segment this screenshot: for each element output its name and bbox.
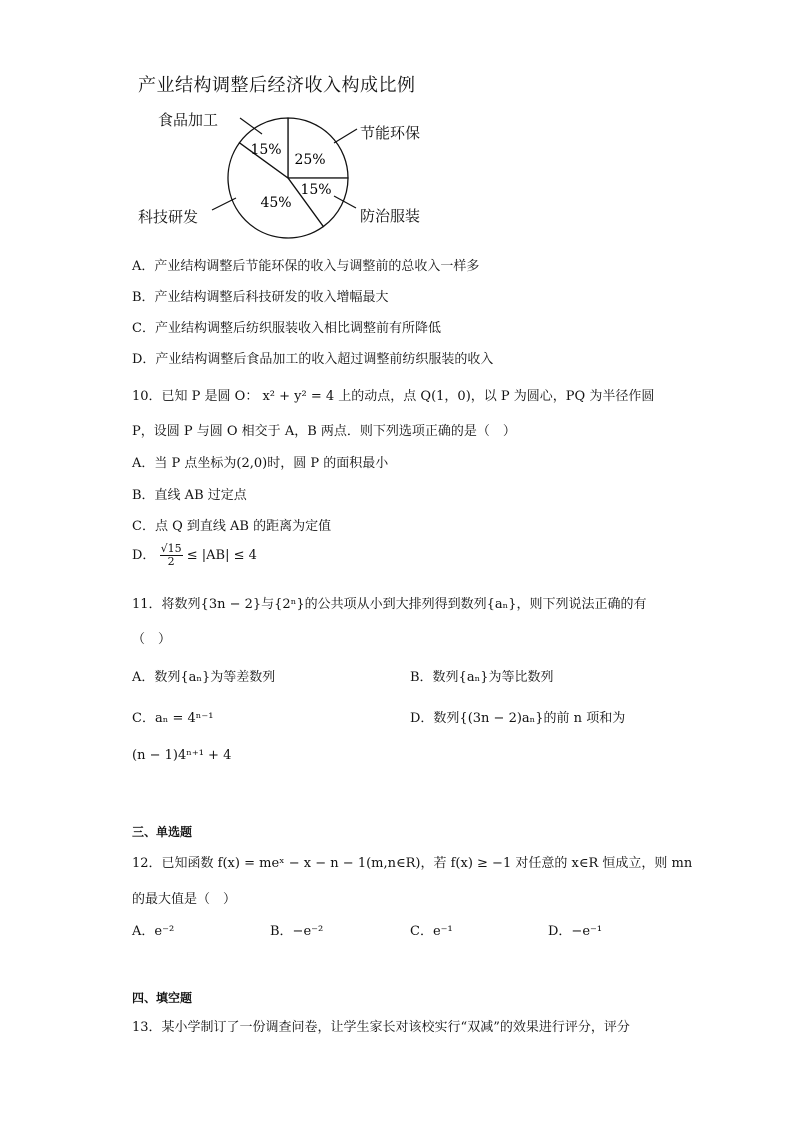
q9-option-d: D．产业结构调整后食品加工的收入超过调整前纺织服装的收入	[132, 352, 494, 367]
q11-option-a: A．数列{aₙ}为等差数列	[132, 670, 276, 685]
legend-food: 食品加工	[158, 111, 219, 129]
slice-env	[288, 118, 348, 178]
q11-option-d-cont: (n − 1)4ⁿ⁺¹ + 4	[132, 748, 232, 763]
q10-line1: 10．已知 P 是圆 O： x² + y² = 4 上的动点，点 Q(1，0)，以 P 为圆心，PQ 为半径作圆	[132, 389, 655, 404]
q11-option-c: C．aₙ = 4ⁿ⁻¹	[132, 711, 214, 726]
label-env-pct: 25%	[294, 152, 326, 168]
q12-option-c: C．e⁻¹	[410, 924, 453, 939]
legend-cloth: 防治服装	[360, 207, 421, 225]
q10-option-a: A．当 P 点坐标为(2,0)时，圆 P 的面积最小	[132, 456, 389, 471]
q10-line2: P，设圆 P 与圆 O 相交于 A，B 两点．则下列选项正确的是（ ）	[132, 424, 516, 439]
fraction-numerator: √15	[160, 542, 182, 555]
q9-option-c: C．产业结构调整后纺织服装收入相比调整前有所降低	[132, 321, 441, 336]
leader-env	[334, 129, 357, 143]
q12-option-a: A．e⁻²	[132, 924, 175, 939]
q10-option-b: B．直线 AB 过定点	[132, 488, 247, 503]
q11-line1: 11．将数列{3n − 2}与{2ⁿ}的公共项从小到大排列得到数列{aₙ}，则下列说法正确的有	[132, 597, 647, 612]
q10-option-d	[132, 543, 257, 568]
q13-line1: 13．某小学制订了一份调查问卷，让学生家长对该校实行“双减”的效果进行评分，评分	[132, 1020, 630, 1035]
q9-option-b: B．产业结构调整后科技研发的收入增幅最大	[132, 290, 389, 305]
q10-option-d-rest: ≤ |AB| ≤ 4	[186, 548, 257, 563]
q12-line1: 12．已知函数 f(x) = meˣ − x − n − 1(m,n∈R)，若 f(x) ≥ −1 对任意的 x∈R 恒成立，则 mn	[132, 856, 693, 871]
label-tech-pct: 45%	[260, 195, 292, 211]
q10-option-d-prefix: D．	[132, 548, 156, 563]
fraction-denominator: 2	[167, 555, 175, 568]
q11-line2: （ ）	[132, 632, 172, 647]
label-food-pct: 15%	[250, 142, 282, 158]
figure-title: 产业结构调整后经济收入构成比例	[138, 75, 416, 96]
section-heading-single-choice: 三、单选题	[132, 825, 193, 839]
label-cloth-pct: 15%	[300, 182, 332, 198]
q9-option-a: A．产业结构调整后节能环保的收入与调整前的总收入一样多	[132, 259, 480, 274]
q12-option-d: D．−e⁻¹	[548, 924, 603, 939]
legend-tech: 科技研发	[138, 208, 199, 226]
q10-option-c: C．点 Q 到直线 AB 的距离为定值	[132, 519, 332, 534]
legend-env: 节能环保	[360, 124, 421, 142]
q11-option-d: D．数列{(3n − 2)aₙ}的前 n 项和为	[410, 711, 626, 726]
q11-option-b: B．数列{aₙ}为等比数列	[410, 670, 554, 685]
leader-tech	[212, 198, 236, 210]
q12-line2: 的最大值是（ ）	[132, 892, 237, 907]
q12-option-b: B．−e⁻²	[270, 924, 324, 939]
section-heading-fill-blank: 四、填空题	[132, 991, 193, 1005]
fraction	[160, 543, 183, 568]
